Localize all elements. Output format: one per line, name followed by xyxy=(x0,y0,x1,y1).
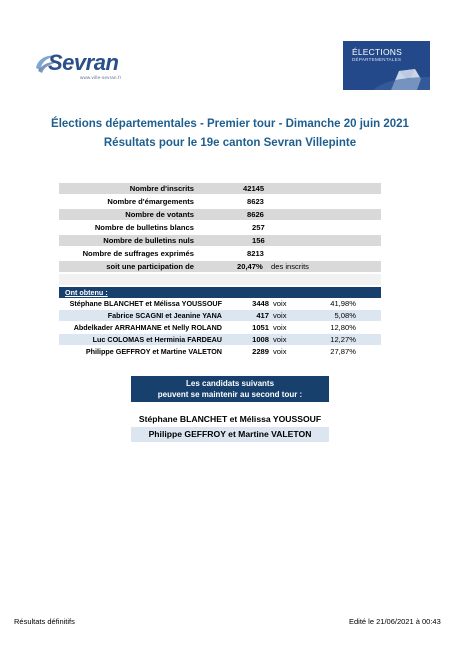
candidate-votes: 2289 xyxy=(252,347,269,356)
elections-banner xyxy=(343,41,430,90)
second-round-header-line2: peuvent se maintenir au second tour : xyxy=(157,390,303,399)
results-header-label: Ont obtenu : xyxy=(65,288,108,297)
footer-status: Résultats définitifs xyxy=(14,617,75,626)
candidate-votes: 417 xyxy=(256,311,269,320)
stats-value: 8213 xyxy=(247,249,264,258)
logo-wordmark: Sevran xyxy=(48,50,119,75)
stats-value: 42145 xyxy=(243,184,265,193)
banner-title: ÉLECTIONS xyxy=(352,47,402,57)
stats-label: Nombre de bulletins blancs xyxy=(94,223,194,232)
candidate-votes: 1051 xyxy=(252,323,269,332)
stats-row xyxy=(59,222,381,233)
candidate-name: Abdelkader ARRAHMANE et Nelly ROLAND xyxy=(73,323,222,332)
candidate-votes-unit: voix xyxy=(273,323,287,332)
candidate-percentage: 12,27% xyxy=(330,335,356,344)
qualified-candidate: Philippe GEFFROY et Martine VALETON xyxy=(131,427,329,442)
candidate-votes-unit: voix xyxy=(273,347,287,356)
second-round-header-line1: Les candidats suivants xyxy=(185,379,275,388)
page-title: Élections départementales - Premier tour - Dimanche 20 juin 2021 xyxy=(51,118,409,130)
stats-value: 257 xyxy=(252,223,265,232)
footer-edit-date: Edité le 21/06/2021 à 00:43 xyxy=(349,617,441,626)
stats-row xyxy=(59,209,381,220)
candidate-votes-unit: voix xyxy=(273,335,287,344)
stats-value: 8626 xyxy=(247,210,264,219)
stats-row xyxy=(59,183,381,194)
stats-label: Nombre de bulletins nuls xyxy=(103,236,194,245)
stats-value: 8623 xyxy=(247,197,264,206)
candidate-row xyxy=(59,334,381,345)
candidate-row xyxy=(59,298,381,309)
banner-subtitle: DÉPARTEMENTALES xyxy=(352,57,402,62)
candidate-row xyxy=(59,310,381,321)
candidate-votes: 3448 xyxy=(252,299,269,308)
stats-spacer-row xyxy=(59,274,381,285)
stats-unit: des inscrits xyxy=(271,262,309,271)
candidate-name: Fabrice SCAGNI et Jeanine YANA xyxy=(107,311,222,320)
candidate-row xyxy=(59,322,381,333)
stats-value: 20,47% xyxy=(237,262,263,271)
sevran-logo xyxy=(34,48,134,82)
stats-label: Nombre d'émargements xyxy=(107,197,194,206)
candidate-percentage: 12,80% xyxy=(330,323,356,332)
candidate-votes: 1008 xyxy=(252,335,269,344)
flag-stripe-icon xyxy=(343,41,430,90)
candidate-votes-unit: voix xyxy=(273,311,287,320)
stats-row xyxy=(59,196,381,207)
candidate-name: Philippe GEFFROY et Martine VALETON xyxy=(85,347,222,356)
stats-label: Nombre d'inscrits xyxy=(129,184,194,193)
stats-row xyxy=(59,235,381,246)
logo-url: www.ville-sevran.fr xyxy=(80,75,122,80)
candidate-percentage: 5,08% xyxy=(334,311,356,320)
stats-label: soit une participation de xyxy=(106,262,194,271)
stats-label: Nombre de suffrages exprimés xyxy=(82,249,194,258)
page-subtitle: Résultats pour le 19e canton Sevran Villepinte xyxy=(103,137,357,149)
candidate-percentage: 41,98% xyxy=(330,299,356,308)
candidate-name: Luc COLOMAS et Herminia FARDEAU xyxy=(92,335,222,344)
stats-value: 156 xyxy=(252,236,265,245)
qualified-candidate: Stéphane BLANCHET et Mélissa YOUSSOUF xyxy=(131,412,329,427)
results-header xyxy=(59,287,381,298)
candidate-percentage: 27,87% xyxy=(330,347,356,356)
stats-row xyxy=(59,248,381,259)
second-round-spacer xyxy=(131,402,329,412)
candidate-name: Stéphane BLANCHET et Mélissa YOUSSOUF xyxy=(69,299,222,308)
stats-label: Nombre de votants xyxy=(125,210,194,219)
stats-row xyxy=(59,261,381,272)
candidate-row xyxy=(59,346,381,357)
second-round-header xyxy=(131,376,329,402)
candidate-votes-unit: voix xyxy=(273,299,287,308)
